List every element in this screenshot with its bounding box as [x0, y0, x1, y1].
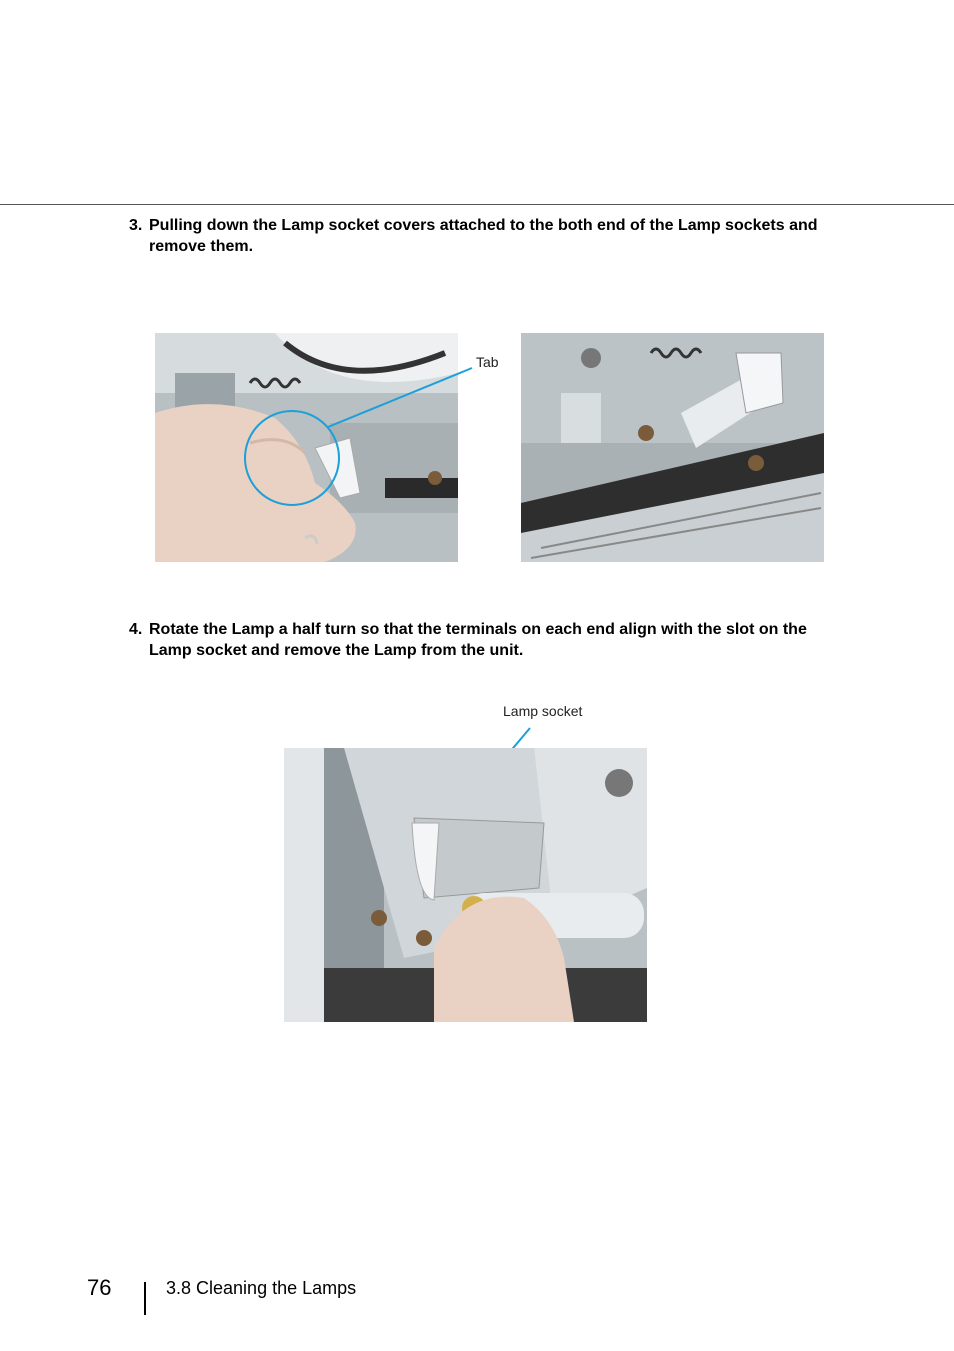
step-4: [129, 619, 849, 661]
photo-socket-cover-pull: [155, 333, 458, 562]
step-text: Pulling down the Lamp socket covers attached to the both end of the Lamp sockets and remove them.: [149, 217, 818, 255]
photo-socket-cover-removed: [521, 333, 824, 562]
page-number: 76: [87, 1275, 112, 1300]
footer-section-title: 3.8 Cleaning the Lamps: [166, 1278, 357, 1298]
step-number: 4.: [129, 621, 143, 638]
step-number: 3.: [129, 217, 143, 234]
tab-callout-label: Tab: [476, 354, 499, 370]
step-text: Rotate the Lamp a half turn so that the terminals on each end align with the slot on the Lamp socket and remove the Lamp from the unit.: [149, 621, 807, 659]
header-rule: [0, 204, 954, 205]
lamp-socket-callout-label: Lamp socket: [503, 703, 583, 719]
footer-divider: [144, 1282, 146, 1315]
photo-lamp-removal: [284, 748, 647, 1022]
step-3: [129, 215, 849, 257]
